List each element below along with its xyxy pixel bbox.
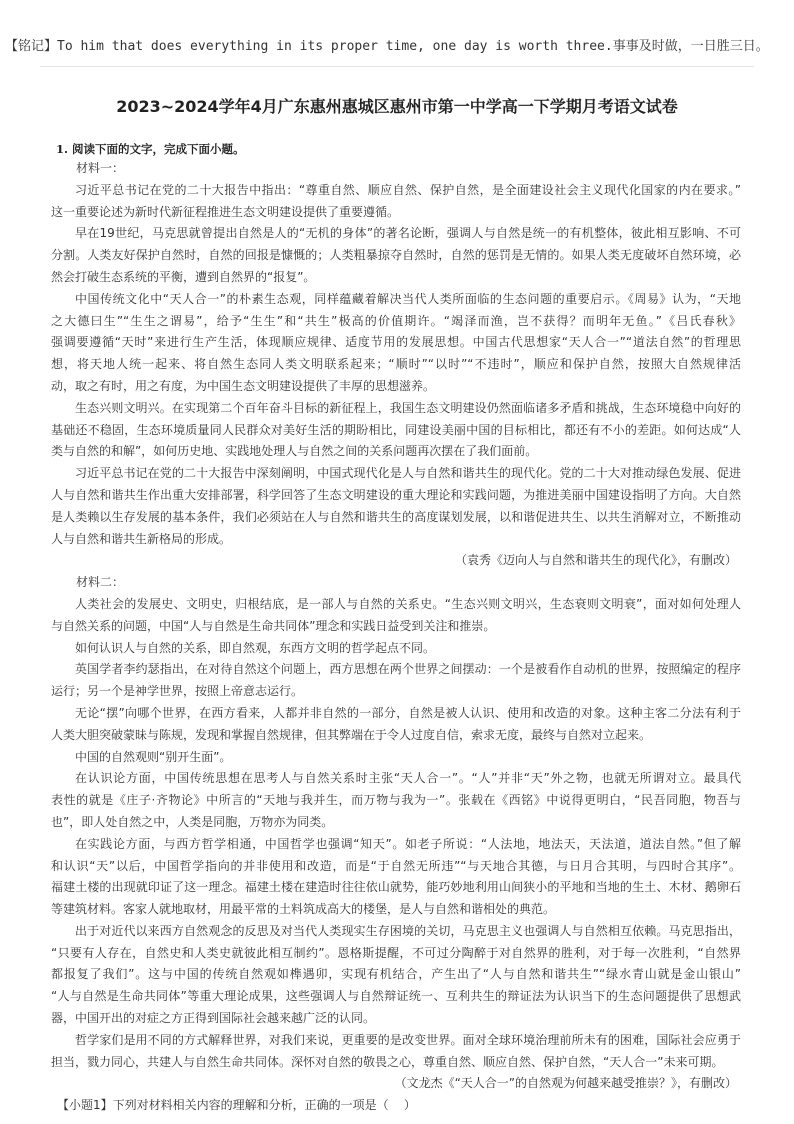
question-block (51, 140, 741, 1117)
paragraph-line: 分割。人类友好保护自然时，自然的回报是慷慨的；人类粗暴掠夺自然时，自然的惩罚是无情的。如果人类无度破坏自然环境，必 (51, 248, 741, 263)
paragraph (51, 398, 741, 463)
paragraph-line: 等建筑材料。客家人就地取材，用最平常的土料筑成高大的楼堡，是人与自然和谐相处的典范。 (51, 902, 556, 917)
paragraph-line: 与自然关系的问题，中国“人与自然是生命共同体”理念和实践日益受到关注和推崇。 (51, 618, 496, 633)
material-body (51, 180, 741, 551)
material-source: （文龙杰《“天人合一”的自然观为何越来越受推崇？》，有删改） (394, 1076, 737, 1091)
paragraph (51, 703, 741, 747)
paragraph-line: 基础还不稳固，生态环境质量同人民群众对美好生活的期盼相比，同建设美丽中国的目标相比，都还有不小的差距。如何达成“人 (51, 422, 741, 437)
material-label: 材料二： (76, 575, 125, 590)
paragraph-line: 哲学家们是用不同的方式解释世界，对我们来说，更重要的是改变世界。面对全球环境治理前所未有的困难，国际社会应勇于 (75, 1032, 741, 1047)
paragraph-line: 运行；另一个是神学世界，按照上帝意志运行。 (51, 684, 304, 699)
paragraph-line: 类与自然的和解”，如何历史地、实践地处理人与自然之间的关系问题再次摆在了我们面前。 (51, 444, 538, 459)
paragraph-line: 都报复了我们”。这与中国的传统自然观如榫遇卯，实现有机结合，产生出了“人与自然和谐共生”“绿水青山就是金山银山” (51, 967, 741, 982)
paragraph-line: 是人类赖以生存发展的基本条件，我们必须站在人与自然和谐共生的高度谋划发展，以和谐促进共生、以共生消解对立，不断推动 (51, 509, 741, 524)
header-divider (40, 66, 754, 67)
paragraph-line: 出于对近代以来西方自然观念的反思及对当代人类现实生存困境的关切，马克思主义也强调人与自然相互依赖。马克思指出， (75, 923, 741, 938)
paragraph-line: 中国传统文化中“天人合一”的朴素生态观，同样蕴藏着解决当代人类所面临的生态问题的重要启示。《周易》认为，“天地 (75, 291, 741, 306)
subquestion-1: 【小题1】下列对材料相关内容的理解和分析，正确的一项是（ ） (57, 1098, 416, 1113)
paragraph-line: 也”，即人处自然之中，人类是同胞，万物亦为同类。 (51, 814, 334, 829)
paragraph-line: 之大德曰生”“生生之谓易”，给予“生生”和“共生”极高的价值期许。“竭泽而渔，岂不获得？而明年无鱼。”《吕氏春秋》 (51, 313, 741, 328)
paragraph (51, 747, 741, 769)
material-source: （袁秀《迈向人与自然和谐共生的现代化》，有删改） (454, 553, 737, 568)
material-label: 材料一： (76, 161, 125, 175)
material-two (51, 572, 741, 1095)
paragraph (51, 768, 741, 833)
paragraph-line: “只要有人存在，自然史和人类史就彼此相互制约”。恩格斯提醒，不可过分陶醉于对自然界的胜利，对于每一次胜利，“自然界 (51, 945, 741, 960)
paragraph-line: “人与自然是生命共同体”等重大理论成果，这些强调人与自然辩证统一、互利共生的辩证法为认识当下的生态问题提供了思想武 (51, 989, 741, 1004)
paragraph-line: 人与自然和谐共生作出重大安排部署，科学回答了生态文明建设的重大理论和实践问题，为推进美丽中国建设指明了方向。大自然 (51, 487, 741, 502)
paragraph-line: 在认识论方面，中国传统思想在思考人与自然关系时主张“天人合一”。“人”并非“天”外之物，也就无所谓对立。最具代 (75, 771, 741, 786)
paragraph-line: 人与自然和谐共生新格局的形成。 (51, 531, 232, 546)
paragraph-line: 动，取之有时，用之有度，为中国生态文明建设提供了丰厚的思想滋养。 (51, 378, 436, 393)
material-one (51, 158, 741, 572)
paragraph-line: 生态兴则文明兴。在实现第二个百年奋斗目标的新征程上，我国生态文明建设仍然面临诸多矛盾和挑战，生态环境稳中向好的 (75, 400, 741, 415)
paragraph (51, 834, 741, 921)
paragraph-line: 福建土楼的出现就印证了这一理念。福建土楼在建造时往往依山就势，能巧妙地利用山间狭小的平地和当地的生土、木材、鹅卵石 (51, 880, 741, 895)
paragraph-line: 表性的就是《庄子·齐物论》中所言的“天地与我并生，而万物与我为一”。张载在《西铭》中说得更明白，“民吾同胞，物吾与 (51, 793, 741, 808)
paragraph-line: 英国学者李约瑟指出，在对待自然这个问题上，西方思想在两个世界之间摆动：一个是被看作自动机的世界，按照编定的程序 (75, 662, 741, 677)
paragraph-line: 习近平总书记在党的二十大报告中指出：“尊重自然、顺应自然、保护自然，是全面建设社会主义现代化国家的内在要求。” (75, 182, 741, 197)
paragraph-line: 和认识“天”以后，中国哲学指向的并非使用和改造，而是“于自然无所违”“与天地合其德，与日月合其明，与四时合其序”。 (51, 858, 741, 873)
paragraph-line: 想，将天地人统一起来、将自然生态同人类文明联系起来；“顺时”“以时”“不违时”，顺应和保护自然，按照大自然规律活 (51, 357, 741, 372)
paragraph-line: 这一重要论述为新时代新征程推进生态文明建设提供了重要遵循。 (51, 204, 400, 219)
paragraph-line: 中国的自然观则“别开生面”。 (75, 749, 232, 764)
paragraph (51, 921, 741, 1030)
paragraph-line: 习近平总书记在党的二十大报告中深刻阐明，中国式现代化是人与自然和谐共生的现代化。党的二十大对推动绿色发展、促进 (75, 466, 741, 481)
paragraph (51, 463, 741, 550)
motto-header: 【铭记】To him that does everything in its proper time, one day is worth three.事事及时做，一日胜三日。 (5, 39, 769, 54)
paragraph-line: 在实践论方面，与西方哲学相通，中国哲学也强调“知天”。如老子所说：“人法地，地法天，天法道，道法自然。”但了解 (75, 836, 741, 851)
paragraph-line: 无论“摆”向哪个世界，在西方看来，人都并非自然的一部分，自然是被人认识、使用和改造的对象。这种主客二分法有利于 (75, 705, 741, 720)
paragraph (51, 289, 741, 398)
paragraph-line: 人类大胆突破蒙昧与陈规，发现和掌握自然规律，但其弊端在于令人过度自信，索求无度，最终与自然对立起来。 (51, 727, 652, 742)
material-body (51, 594, 741, 1074)
paragraph-line: 器，中国开出的对症之方正得到国际社会越来越广泛的认同。 (51, 1011, 376, 1026)
paragraph-line: 担当，戮力同心，共建人与自然生命共同体。深怀对自然的敬畏之心，尊重自然、顺应自然、保护自然，“天人合一”未来可期。 (51, 1054, 724, 1069)
paragraph-line: 早在19世纪，马克思就曾提出自然是人的“无机的身体”的著名论断，强调人与自然是统一的有机整体，彼此相互影响、不可 (75, 226, 741, 241)
page-title: 2023~2024学年4月广东惠州惠城区惠州市第一中学高一下学期月考语文试卷 (116, 97, 678, 116)
paragraph (51, 223, 741, 288)
paragraph (51, 180, 741, 224)
paragraph-line: 然会打破生态系统的平衡，遭到自然界的“报复”。 (51, 269, 316, 284)
paragraph (51, 659, 741, 703)
paragraph (51, 638, 741, 660)
paragraph (51, 594, 741, 638)
question-instruction: 1. 阅读下面的文字，完成下面小题。 (56, 142, 245, 156)
paragraph-line: 强调要遵循“天时”来进行生产生活，体现顺应规律、适度节用的发展思想。中国古代思想家“天人合一”“道法自然”的哲理思 (51, 335, 741, 350)
paragraph-line: 人类社会的发展史、文明史，归根结底，是一部人与自然的关系史。“生态兴则文明兴，生态衰则文明衰”，面对如何处理人 (75, 596, 741, 611)
paragraph (51, 1030, 741, 1074)
paragraph-line: 如何认识人与自然的关系，即自然观，东西方文明的哲学起点不同。 (75, 640, 436, 655)
